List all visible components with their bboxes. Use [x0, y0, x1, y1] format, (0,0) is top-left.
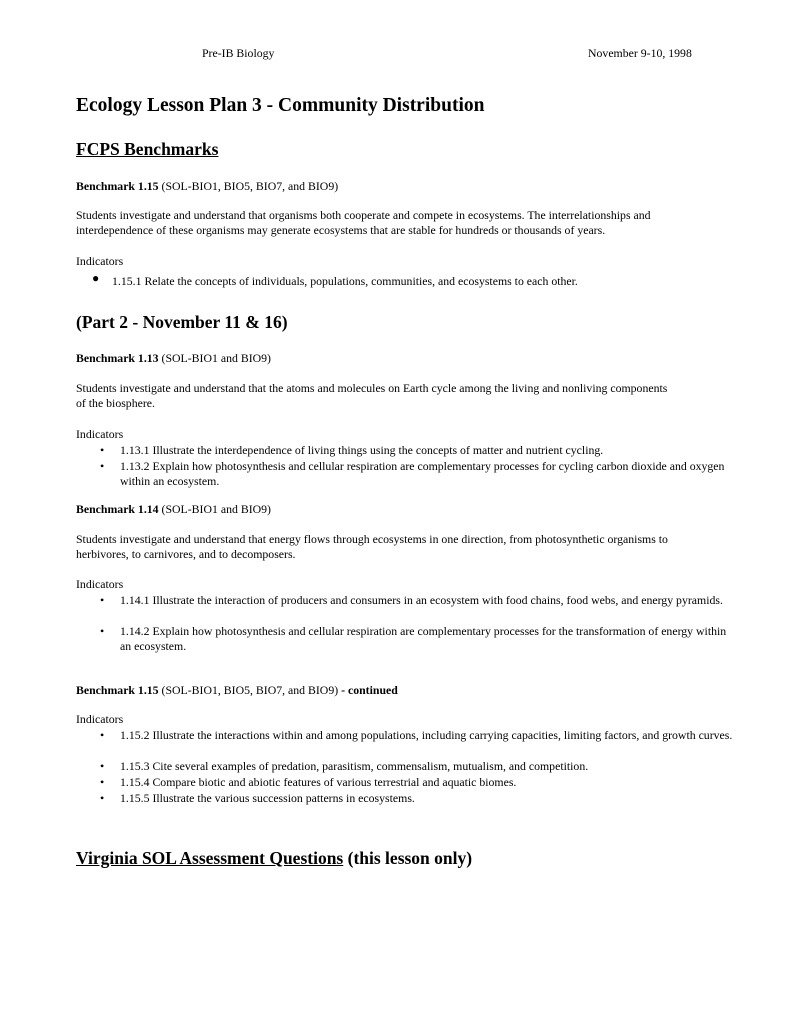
benchmark-label: Benchmark 1.15	[76, 179, 159, 193]
bullet-icon: •	[100, 593, 105, 607]
benchmark-sol: (SOL-BIO1 and BIO9)	[158, 351, 271, 365]
indicator-text: 1.15.4 Compare biotic and abiotic features of various terrestrial and aquatic biomes.	[120, 775, 517, 789]
continued-label: - continued	[338, 683, 398, 697]
bullet-icon: •	[100, 624, 105, 638]
list-item	[100, 624, 760, 656]
indicator-text: 1.15.2 Illustrate the interactions within and among populations, including carrying capacities, limiting factors, and growth curves.	[120, 728, 733, 742]
page-title: Ecology Lesson Plan 3 - Community Distribution	[76, 95, 485, 116]
list-item	[92, 271, 752, 290]
benchmark-sol: (SOL-BIO1 and BIO9)	[158, 502, 271, 516]
indicator-text: 1.14.1 Illustrate the interaction of producers and consumers in an ecosystem with food chains, food webs, and energy pyramids.	[120, 593, 723, 607]
benchmark-1-15-heading	[76, 179, 726, 194]
bullet-icon: ●	[92, 271, 100, 285]
section-heading-part2: (Part 2 - November 11 & 16)	[76, 312, 288, 332]
list-item	[100, 443, 760, 459]
indicators-label: Indicators	[76, 712, 124, 726]
header-date: November 9-10, 1998	[588, 46, 692, 60]
benchmark-1-14-heading	[76, 502, 726, 517]
bullet-icon: •	[100, 728, 105, 742]
benchmark-sol: (SOL-BIO1, BIO5, BIO7, and BIO9)	[158, 179, 339, 193]
list-item	[100, 775, 760, 791]
bullet-icon: •	[100, 443, 105, 457]
indicators-label: Indicators	[76, 254, 124, 268]
indicator-text: 1.13.1 Illustrate the interdependence of living things using the concepts of matter and nutrient cycling.	[120, 443, 604, 457]
bullet-icon: •	[100, 459, 105, 473]
indicator-text: 1.13.2 Explain how photosynthesis and cellular respiration are complementary processes for cycling carbon dioxide and oxygen within an ecosystem.	[120, 459, 725, 488]
indicators-label: Indicators	[76, 577, 124, 591]
section-heading-virginia-sol	[76, 848, 472, 868]
benchmark-1-13-heading	[76, 351, 726, 366]
bullet-icon: •	[100, 791, 105, 805]
benchmark-1-13-description: Students investigate and understand that the atoms and molecules on Earth cycle among the living and nonliving components of the biosphere.	[76, 381, 668, 410]
bullet-icon: •	[100, 775, 105, 789]
list-item	[100, 759, 760, 775]
sol-heading-underlined: Virginia SOL Assessment Questions	[76, 848, 344, 868]
benchmark-label: Benchmark 1.13	[76, 351, 159, 365]
indicator-text: 1.15.1 Relate the concepts of individuals, populations, communities, and ecosystems to each other.	[112, 274, 578, 288]
header-course: Pre-IB Biology	[202, 46, 275, 60]
benchmark-label: Benchmark 1.14	[76, 502, 159, 516]
list-item	[100, 728, 760, 760]
indicators-label: Indicators	[76, 427, 124, 441]
benchmark-1-15-description: Students investigate and understand that organisms both cooperate and compete in ecosystems. The interrelationships and interdependence of these organisms may generate ecosystems that are stable for hundreds or thousands of years.	[76, 208, 651, 237]
benchmark-sol: (SOL-BIO1, BIO5, BIO7, and BIO9)	[158, 683, 339, 697]
list-item	[100, 459, 760, 491]
indicator-text: 1.15.5 Illustrate the various succession patterns in ecosystems.	[120, 791, 415, 805]
bullet-icon: •	[100, 759, 105, 773]
indicator-text: 1.14.2 Explain how photosynthesis and cellular respiration are complementary processes for the transformation of energy within an ecosystem.	[120, 624, 727, 653]
benchmark-1-14-description: Students investigate and understand that energy flows through ecosystems in one direction, from photosynthetic organisms to herbivores, to carnivores, and to decomposers.	[76, 532, 668, 561]
indicator-text: 1.15.3 Cite several examples of predation, parasitism, commensalism, mutualism, and competition.	[120, 759, 589, 773]
benchmark-label: Benchmark 1.15	[76, 683, 159, 697]
list-item	[100, 791, 760, 807]
section-heading-fcps: FCPS Benchmarks	[76, 139, 219, 159]
sol-heading-rest: (this lesson only)	[343, 848, 473, 868]
list-item	[100, 593, 760, 625]
benchmark-1-15-continued-heading	[76, 683, 726, 698]
